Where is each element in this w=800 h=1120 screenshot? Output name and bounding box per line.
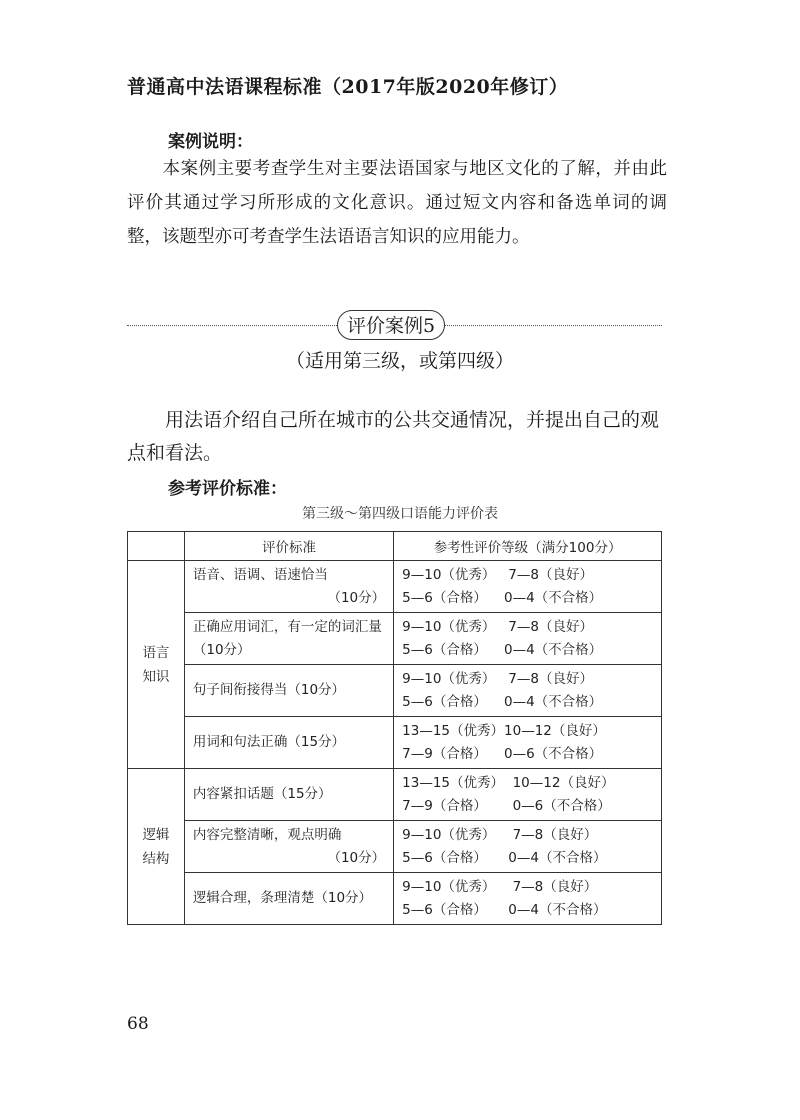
- header-cell-grades: 参考性评价等级（满分100分）: [394, 532, 662, 561]
- criterion-cell: [184, 613, 393, 665]
- criterion-cell: [184, 821, 393, 873]
- grade-line: 5—6（合格） 0—4（不合格）: [402, 849, 607, 866]
- header-cell-criteria: 评价标准: [184, 532, 393, 561]
- grade-cell: [394, 769, 662, 821]
- table-row: [128, 665, 662, 717]
- category-language-knowledge: [128, 561, 185, 769]
- grade-line: 7—9（合格） 0—6（不合格）: [402, 745, 603, 762]
- table-row: [128, 821, 662, 873]
- criterion-text: 语音、语调、语速恰当: [192, 566, 328, 583]
- grade-line: 9—10（优秀） 7—8（良好）: [402, 826, 598, 843]
- task-paragraph: [127, 404, 667, 470]
- grade-line: 5—6（合格） 0—4（不合格）: [402, 693, 603, 710]
- category-label-line: 语言: [142, 644, 170, 661]
- criterion-text: 用词和句法正确（15分）: [192, 734, 346, 750]
- criterion-points: （10分）: [327, 589, 386, 606]
- table-row: [128, 873, 662, 925]
- grade-line: 5—6（合格） 0—4（不合格）: [402, 641, 603, 658]
- grade-cell: [394, 873, 662, 925]
- dotted-rule-right: [445, 325, 662, 326]
- level-note: （适用第三级，或第四级）: [285, 350, 514, 372]
- table-row: [128, 561, 662, 613]
- criterion-cell: [184, 717, 393, 769]
- grade-cell: [394, 665, 662, 717]
- grade-line: 9—10（优秀） 7—8（良好）: [402, 566, 593, 583]
- grade-line: 13—15（优秀） 10—12（良好）: [402, 774, 615, 791]
- criterion-cell: [184, 665, 393, 717]
- criterion-text: 正确应用词汇，有一定的词汇量（10分）: [192, 618, 382, 658]
- task-text: 用法语介绍自己所在城市的公共交通情况，并提出自己的观点和看法。: [127, 409, 660, 464]
- grade-cell: [394, 613, 662, 665]
- table-header-row: [128, 532, 662, 561]
- table-row: [128, 717, 662, 769]
- grade-line: 5—6（合格） 0—4（不合格）: [402, 901, 607, 918]
- criterion-cell: [184, 561, 393, 613]
- category-label-line: 逻辑: [142, 826, 170, 843]
- table-row: [128, 769, 662, 821]
- criterion-text: 内容紧扣话题（15分）: [192, 786, 332, 802]
- grade-cell: [394, 561, 662, 613]
- reference-criteria-heading: 参考评价标准：: [168, 479, 287, 499]
- category-logic-structure: [128, 769, 185, 925]
- case-description-body: [127, 152, 667, 254]
- grade-cell: [394, 821, 662, 873]
- criterion-text: 句子间衔接得当（10分）: [192, 682, 346, 698]
- table-caption: 第三级～第四级口语能力评价表: [302, 506, 498, 522]
- case-title-box: 评价案例5: [337, 310, 445, 340]
- case-description-text: 本案例主要考查学生对主要法语国家与地区文化的了解，并由此评价其通过学习所形成的文化意识。通过短文内容和备选单词的调整，该题型亦可考查学生法语语言知识的应用能力。: [127, 159, 667, 247]
- evaluation-table: [127, 531, 662, 925]
- page-number: 68: [127, 1014, 149, 1034]
- table-row: [128, 613, 662, 665]
- category-label-line: 知识: [142, 668, 170, 685]
- grade-line: 13—15（优秀）10—12（良好）: [402, 722, 606, 739]
- header-cell-empty: [128, 532, 185, 561]
- criterion-cell: [184, 769, 393, 821]
- criterion-points: （10分）: [327, 849, 386, 866]
- dotted-rule-left: [127, 325, 337, 326]
- case-divider: [127, 308, 662, 344]
- category-label-line: 结构: [142, 850, 170, 867]
- grade-line: 9—10（优秀） 7—8（良好）: [402, 878, 598, 895]
- grade-cell: [394, 717, 662, 769]
- grade-line: 9—10（优秀） 7—8（良好）: [402, 670, 593, 687]
- running-header: 普通高中法语课程标准（2017年版2020年修订）: [127, 76, 569, 98]
- grade-line: 7—9（合格） 0—6（不合格）: [402, 797, 611, 814]
- criterion-text: 内容完整清晰，观点明确: [192, 826, 342, 843]
- criterion-cell: [184, 873, 393, 925]
- grade-line: 9—10（优秀） 7—8（良好）: [402, 618, 593, 635]
- grade-line: 5—6（合格） 0—4（不合格）: [402, 589, 603, 606]
- criterion-text: 逻辑合理，条理清楚（10分）: [192, 890, 373, 906]
- case-description-heading: 案例说明：: [168, 132, 253, 152]
